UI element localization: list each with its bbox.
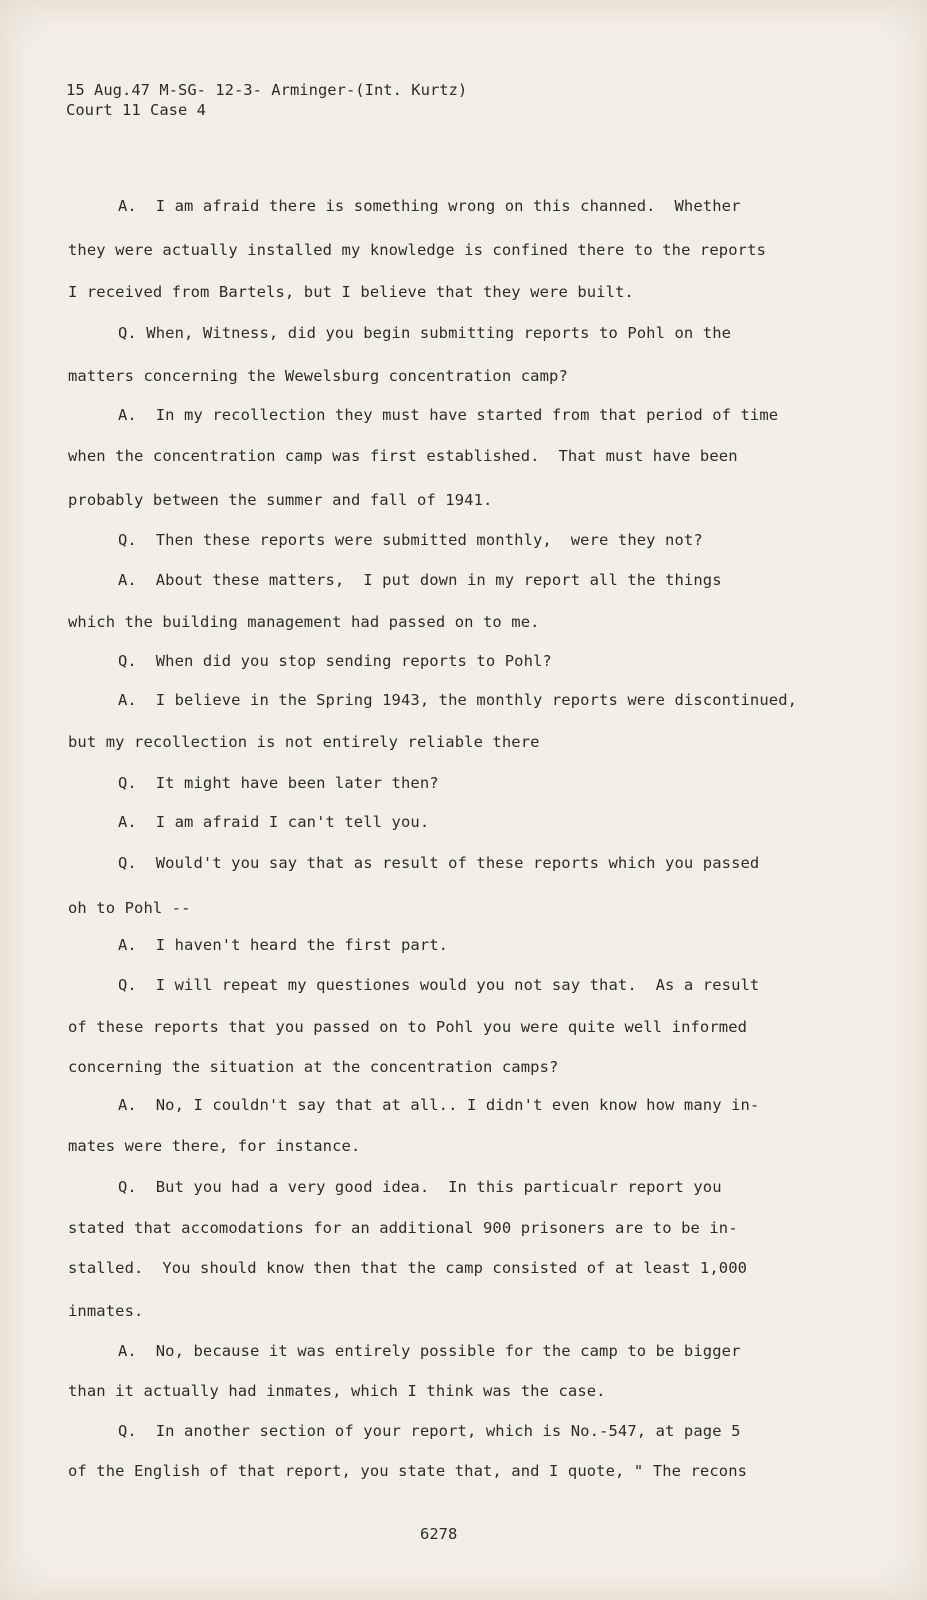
transcript-line: stated that accomodations for an additional 900 prisoners are to be in- — [68, 1219, 738, 1237]
transcript-line: concerning the situation at the concentration camps? — [68, 1058, 559, 1076]
transcript-line: A. I believe in the Spring 1943, the monthly reports were discontinued, — [118, 691, 798, 709]
transcript-line: oh to Pohl -- — [68, 899, 191, 917]
transcript-line: mates were there, for instance. — [68, 1137, 361, 1155]
transcript-line: Q. It might have been later then? — [118, 774, 439, 792]
transcript-line: A. In my recollection they must have started from that period of time — [118, 406, 779, 424]
transcript-line: probably between the summer and fall of 1941. — [68, 491, 493, 509]
transcript-line: Q. In another section of your report, which is No.-547, at page 5 — [118, 1422, 741, 1440]
transcript-line: A. I am afraid I can't tell you. — [118, 813, 430, 831]
transcript-line: inmates. — [68, 1302, 144, 1320]
document-header — [66, 80, 467, 120]
transcript-line: which the building management had passed on to me. — [68, 613, 540, 631]
header-reference-line: 15 Aug.47 M-SG- 12-3- Arminger-(Int. Kurtz) — [66, 81, 468, 99]
transcript-line: A. I am afraid there is something wrong on this channed. Whether — [118, 197, 741, 215]
transcript-line: I received from Bartels, but I believe that they were built. — [68, 283, 634, 301]
transcript-line: than it actually had inmates, which I think was the case. — [68, 1382, 606, 1400]
transcript-line: when the concentration camp was first established. That must have been — [68, 447, 738, 465]
transcript-line: A. I haven't heard the first part. — [118, 936, 449, 954]
transcript-line: A. About these matters, I put down in my report all the things — [118, 571, 722, 589]
transcript-line: A. No, because it was entirely possible for the camp to be bigger — [118, 1342, 741, 1360]
transcript-line: of these reports that you passed on to Pohl you were quite well informed — [68, 1018, 748, 1036]
transcript-line: Q. Would't you say that as result of these reports which you passed — [118, 854, 760, 872]
transcript-line: of the English of that report, you state that, and I quote, " The recons — [68, 1462, 748, 1480]
transcript-line: stalled. You should know then that the camp consisted of at least 1,000 — [68, 1259, 748, 1277]
transcript-line: Q. But you had a very good idea. In this particualr report you — [118, 1178, 722, 1196]
transcript-line: but my recollection is not entirely reliable there — [68, 733, 540, 751]
transcript-line: Q. When did you stop sending reports to Pohl? — [118, 652, 552, 670]
page-number: 6278 — [420, 1525, 458, 1543]
transcript-line: they were actually installed my knowledge is confined there to the reports — [68, 241, 766, 259]
transcript-line: Q. Then these reports were submitted monthly, were they not? — [118, 531, 703, 549]
transcript-line: Q. When, Witness, did you begin submitting reports to Pohl on the — [118, 324, 732, 342]
transcript-line: A. No, I couldn't say that at all.. I didn't even know how many in- — [118, 1096, 760, 1114]
transcript-line: matters concerning the Wewelsburg concentration camp? — [68, 367, 568, 385]
transcript-line: Q. I will repeat my questiones would you not say that. As a result — [118, 976, 760, 994]
header-court-line: Court 11 Case 4 — [66, 101, 206, 119]
